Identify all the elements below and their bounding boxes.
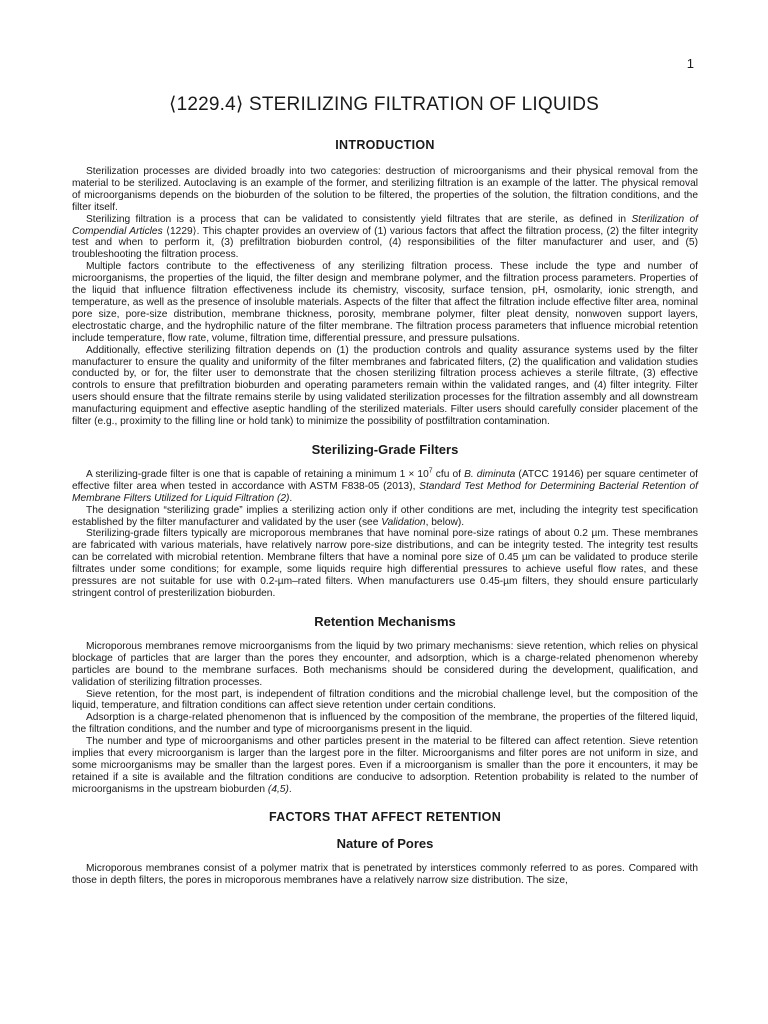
paragraph: Sterilization processes are divided broadly into two categories: destruction of microorganisms and their physical removal from the material to be sterilized. Autoclaving is an example of the former, and sterilizing filtration is an example of the latter. The physical removal of microorganisms depends on the bioburden of the solution to be filtered, the properties of the solution, the filtration conditions, and the filter itself. — [72, 166, 698, 213]
paragraph: The number and type of microorganisms and other particles present in the material to be filtered can affect retention. Sieve retention implies that every microorganism is larger than the largest pore in the filter. Microorganisms and filter pores are not uniform in size, and some microorganisms may be smaller than the largest pores. Even if a microorganism is smaller than the pore it encounters, it may be retained if a site is available and the filtration conditions are conducive to adsorption. Retention probability is related to the number of microorganisms in the upstream bioburden (4,5). — [72, 736, 698, 795]
paragraph: A sterilizing-grade filter is one that is capable of retaining a minimum $1 \times 10^7$ cfu of B. diminuta (ATCC 19146) per square centimeter of effective filter area when tested in accordance with ASTM F838-05 (2013), Standard Test Method for Determining Bacterial Retention of Membrane Filters Utilized for Liquid Filtration (2). — [72, 467, 698, 504]
standard-title: Standard Test Method for Determining Bacterial Retention of Membrane Filters Utilized for Liquid Filtration (2) — [72, 480, 698, 504]
organism-name: B. diminuta — [464, 468, 516, 480]
paragraph: Microporous membranes remove microorganisms from the liquid by two primary mechanisms: sieve retention, which relies on physical blockage of particles that are larger than the pores they encounter, and adsorption, which is a charge-related phenomenon whereby particles are bound to the membrane surfaces. Both mechanisms should be considered during the development, qualification, and validation of sterilizing filtration processes. — [72, 640, 698, 688]
document-body — [72, 138, 698, 887]
section-heading-retention-mechanisms: Retention Mechanisms — [314, 613, 456, 629]
page-number: 1 — [686, 56, 694, 71]
exponent: 7 — [428, 467, 433, 475]
paragraph: Microporous membranes consist of a polymer matrix that is penetrated by interstices commonly referred to as pores. Compared with those in depth filters, the pores in microporous membranes have a relatively narrow size distribution. The size, — [72, 862, 698, 886]
section-heading-nature-of-pores: Nature of Pores — [336, 835, 434, 851]
paragraph: Additionally, effective sterilizing filtration depends on (1) the production controls and quality assurance systems used by the filter manufacturer to ensure the quality and uniformity of the filter membranes and fabricated filters, (2) the qualification and validation studies conducted by, or for, the filter user to demonstrate that the chosen sterilizing filtration process achieves a sterile filtrate, (3) effective controls to ensure that prefiltration bioburden and operating parameters remain within the validated ranges, and (4) filter integrity. Filter users should ensure that the filtrate remains sterile by using validated sterilization processes for the filtration assembly and all downstream manufacturing equipment and effective aseptic handling of the sterilized materials. Filter users should carefully consider placement of the filter (e.g., proximity to the filling line or hold tank) to minimize the possibility of postfiltration contamination. — [72, 344, 698, 428]
paragraph: Sieve retention, for the most part, is independent of filtration conditions and the microbial challenge level, but the composition of the liquid, temperature, and filtration conditions can affect sieve retention under certain conditions. — [72, 688, 698, 712]
section-heading-sterilizing-grade-filters: Sterilizing-Grade Filters — [311, 441, 459, 457]
section-heading-factors-that-affect-retention: FACTORS THAT AFFECT RETENTION — [268, 809, 502, 824]
chapter-title: ⟨1229.4⟩ STERILIZING FILTRATION OF LIQUIDS — [168, 94, 600, 115]
paragraph: Adsorption is a charge-related phenomenon that is influenced by the composition of the membrane, the properties of the filtered liquid, the filtration conditions, and the number and type of microorganisms present in the liquid. — [72, 712, 698, 736]
paragraph: Sterilizing filtration is a process that can be validated to consistently yield filtrates that are sterile, as defined in Sterilization of Compendial Articles ⟨1229⟩. This chapter provides an overview of (1) various factors that affect the filtration process, (2) the filter integrity test and when to perform it, (3) prefiltration bioburden control, (4) responsibilities of the filter manufacturer and user, and (5) troubleshooting the filtration process. — [72, 213, 699, 261]
reference-title: Validation — [381, 516, 426, 528]
citation: (4,5) — [267, 783, 289, 795]
reference-title: Sterilization of Compendial Articles — [72, 213, 698, 237]
section-heading-introduction: INTRODUCTION — [335, 138, 435, 152]
paragraph: Multiple factors contribute to the effectiveness of any sterilizing filtration process. These include the type and number of microorganisms, the properties of the liquid, the filter design and membrane polymer, and the filtration process parameters. Properties of the liquid that influence filtration effectiveness include its chemistry, viscosity, surface tension, pH, osmolarity, ionic strength, and temperature, as well as the presence of insoluble materials. Aspects of the filter that affect the filtration include effective filter area, nominal pore size, pore-size distribution, membrane thickness, porosity, membrane polymer, filter pleat density, nonwoven support layers, electrostatic charge, and the hydrophilic nature of the filter membrane. The filtration process parameters that influence microbial retention include temperature, flow rate, volume, filtration time, differential pressure, and pressure pulsations. — [72, 261, 698, 344]
paragraph: The designation “sterilizing grade” implies a sterilizing action only if other conditions are met, including the integrity test specification established by the filter manufacturer and validated by the user (see Validation, below). — [72, 504, 698, 528]
paragraph: Sterilizing-grade filters typically are microporous membranes that have nominal pore-size ratings of about 0.2 µm. These membranes are fabricated with various materials, have relatively narrow pore-size distributions, and can be integrity tested. The integrity test results can be correlated with microbial retention. Membrane filters that have a nominal pore size of 0.45 µm can be validated to produce sterile filtrates under some conditions; for example, some liquids require high differential pressures to achieve useful flow rates, and these pressures are not suitable for use with 0.2-µm–rated filters. When manufacturers use 0.45-µm filters, they should ensure particularly stringent control of presterilization bioburden. — [72, 528, 698, 599]
